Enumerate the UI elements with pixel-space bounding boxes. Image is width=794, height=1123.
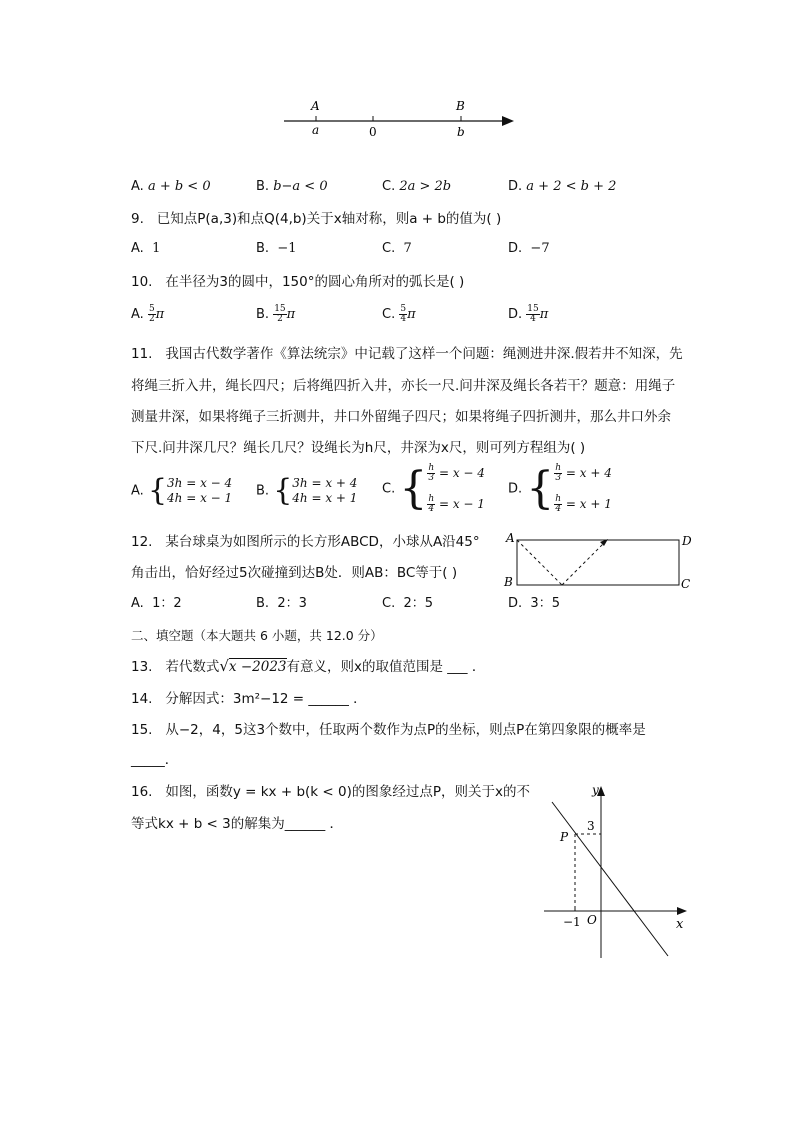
fig-label-B: B xyxy=(504,575,513,589)
function-line xyxy=(552,802,668,956)
fig-label-A: A xyxy=(506,531,515,545)
path-segment-2 xyxy=(562,540,607,585)
q11-option-c: C. { $\frac{h}{3}$ = x − 4 $\frac{h}{4}$ = x − 1 xyxy=(382,463,485,514)
label-A: A xyxy=(311,99,320,113)
linear-function-graph xyxy=(538,778,698,968)
label-B: B xyxy=(456,99,465,113)
q10-option-c: C. $\frac{5}{4}$ π xyxy=(382,304,416,324)
fig-label-D: D xyxy=(682,534,692,548)
q11-line-4: 下尺.问井深几尺？绳长几尺？设绳长为h尺，井深为x尺，则可列方程组为( ) xyxy=(131,440,586,456)
label-P: P xyxy=(560,830,569,844)
fig-label-C: C xyxy=(681,577,691,591)
q14-text: 14. 分解因式：3m²−12 = ______ ． xyxy=(131,691,367,707)
q12-option-a: A. 1：2 xyxy=(131,596,182,611)
q11-option-a: A. {3h = x − 4 4h = x − 1 xyxy=(131,473,233,508)
label-x: x xyxy=(676,917,684,932)
q9-option-b: B. −1 xyxy=(256,241,297,256)
label-0: 0 xyxy=(369,125,377,139)
q11-line-3: 测量井深，如果将绳子三折测井，井口外留绳子四尺；如果将绳子四折测井，那么井口外余 xyxy=(131,409,671,425)
path-segment-1 xyxy=(517,540,562,585)
q8-option-a: A. a + b < 0 xyxy=(131,179,211,194)
q11-line-2: 将绳三折入井，绳长四尺；后将绳四折入井，亦长一尺.问井深及绳长各若干？题意：用绳子 xyxy=(131,378,676,394)
billiard-table-figure xyxy=(500,530,700,592)
q8-option-d: D. a + 2 < b + 2 xyxy=(508,179,617,194)
q9-text: 9. 已知点P(a,3)和点Q(4,b)关于x轴对称，则a + b的值为( ) xyxy=(131,211,502,227)
q10-option-a: A. $\frac{5}{2}$ π xyxy=(131,304,165,324)
q10-text: 10. 在半径为3的圆中，150°的圆心角所对的弧长是( ) xyxy=(131,274,465,290)
number-line-arrow xyxy=(502,116,514,126)
q13-text: 13. 若代数式√x −2023有意义，则x的取值范围是 ___ ． xyxy=(131,657,486,675)
q16-line-1: 16. 如图，函数y = kx + b(k < 0)的图象经过点P，则关于x的不 xyxy=(131,784,530,800)
q9-option-a: A. 1 xyxy=(131,241,161,256)
label-a: a xyxy=(312,123,320,137)
q11-line-1: 11. 我国古代数学著作《算法统宗》中记载了这样一个问题：绳测进井深.假若井不知深，先 xyxy=(131,346,683,362)
q15-line-2: _____． xyxy=(131,752,179,768)
q12-line-2: 角击出，恰好经过5次碰撞到达B处．则AB：BC等于( ) xyxy=(131,565,458,581)
q11-option-b: B. {3h = x + 4 4h = x + 1 xyxy=(256,473,358,508)
q10-option-d: D. $\frac{15}{4}$ π xyxy=(508,304,549,324)
q15-line-1: 15. 从−2，4，5这3个数中，任取两个数作为点P的坐标，则点P在第四象限的概率是 xyxy=(131,722,646,738)
q12-option-d: D. 3：5 xyxy=(508,596,560,611)
label-3: 3 xyxy=(587,819,595,833)
q9-option-d: D. −7 xyxy=(508,241,550,256)
q11-option-d: D. { $\frac{h}{3}$ = x + 4 $\frac{h}{4}$ = x + 1 xyxy=(508,463,612,514)
q8-option-b: B. b−a < 0 xyxy=(256,179,328,194)
q12-line-1: 12. 某台球桌为如图所示的长方形ABCD，小球从A沿45° xyxy=(131,534,480,550)
q9-option-c: C. 7 xyxy=(382,241,412,256)
section-heading: 二、填空题（本大题共 6 小题，共 12.0 分） xyxy=(131,628,383,643)
label-O: O xyxy=(587,913,597,927)
q16-line-2: 等式kx + b < 3的解集为______ ． xyxy=(131,816,344,832)
number-line-figure xyxy=(280,96,520,142)
q10-option-b: B. $\frac{15}{2}$ π xyxy=(256,304,296,324)
label-neg1: −1 xyxy=(563,915,581,929)
q8-option-c: C. 2a > 2b xyxy=(382,179,452,194)
x-axis-arrow xyxy=(677,907,687,915)
label-y: y xyxy=(592,783,599,797)
label-b: b xyxy=(457,125,465,139)
q12-option-b: B. 2：3 xyxy=(256,596,307,611)
rectangle-abcd xyxy=(517,540,679,585)
q12-option-c: C. 2：5 xyxy=(382,596,434,611)
